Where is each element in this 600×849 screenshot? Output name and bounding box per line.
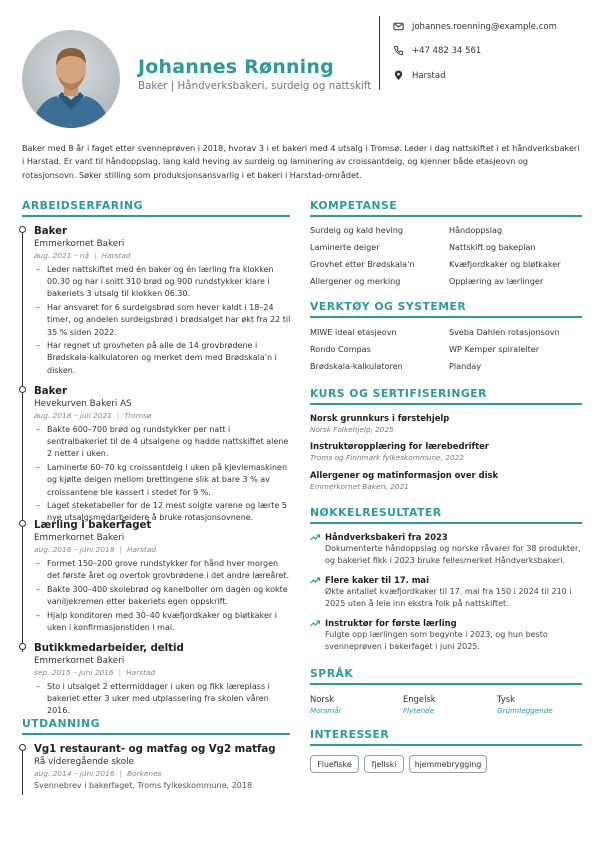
job-location: Harstad bbox=[101, 251, 131, 260]
language-level: Morsmål bbox=[310, 706, 341, 715]
education-timeline bbox=[22, 745, 23, 795]
job-bullet: – Bakte 300–400 skolebrød og kanelboller om dagen og kokte vaniljekremen etter bakeriets egen oppskrift. bbox=[34, 584, 292, 608]
job-meta: aug. 2016 – juni 2018 | Harstad bbox=[34, 545, 157, 554]
experience-entry bbox=[34, 519, 292, 636]
job-title: Lærling i bakerfaget bbox=[34, 520, 152, 531]
tool-item: Rondo Compas bbox=[310, 344, 371, 354]
education-school: Rå videregående skole bbox=[34, 757, 134, 767]
contact-email[interactable] bbox=[412, 22, 557, 32]
location-pin-icon bbox=[393, 70, 404, 81]
skill-item: Nattskift og bakeplan bbox=[449, 242, 536, 252]
job-title: Butikkmedarbeider, deltid bbox=[34, 643, 184, 654]
job-bullet: – Bakte 600–700 brød og rundstykker per natt i sentralbakeriet til de 4 utsalgene og hadde nattskiftet alene 2 netter i uken. bbox=[34, 424, 292, 461]
language-level: Flytende bbox=[403, 706, 435, 715]
location-text: Harstad bbox=[412, 71, 446, 81]
language-name: Norsk bbox=[310, 694, 335, 704]
result-description: Fulgte opp lærlingen som begynte i 2023, og hun besto svenneprøven i bakerfaget i juni 2025. bbox=[325, 630, 548, 651]
result-title-row bbox=[310, 531, 582, 543]
section-title-courses: KURS OG SERTIFISERINGER bbox=[310, 387, 487, 400]
language-name: Engelsk bbox=[403, 694, 436, 704]
job-location: Harstad bbox=[126, 668, 156, 677]
header-divider bbox=[379, 16, 380, 90]
language-name: Tysk bbox=[497, 694, 515, 704]
profile-summary: Baker med 8 år i faget etter svenneprøven i 2018, hvorav 3 i et bakeri med 4 utsalg i Tromsø. Leder i dag nattskiftet i et håndverksbakeri i Harstad. Er vant til håndoppslag, lang kald heving av surdeig og laminering av croissantdeig, og kjenner både etasjeovn og rotasjonsovn. Søker stilling som produksjonsansvarlig i et bakeri i Harstad-området. bbox=[22, 143, 580, 180]
trend-up-icon bbox=[310, 534, 320, 541]
trend-up-icon bbox=[310, 620, 320, 627]
timeline-dot bbox=[19, 744, 26, 751]
result-description: Økte antallet kvæfjordkaker til 17. mai fra 150 i 2024 til 210 i 2025 uten å leie inn ekstra folk på nattskiftet. bbox=[325, 587, 572, 608]
job-meta: aug. 2018 – juli 2021 | Tromsø bbox=[34, 411, 152, 420]
skills-grid bbox=[310, 224, 582, 287]
result-title-row bbox=[310, 617, 582, 629]
trend-up-icon bbox=[310, 577, 320, 584]
section-title-results: NØKKELRESULTATER bbox=[310, 506, 442, 519]
course-name: Instruktøropplæring for lærebedrifter bbox=[310, 441, 489, 451]
result-title: Håndverksbakeri fra 2023 bbox=[325, 532, 448, 542]
section-rule bbox=[310, 215, 582, 217]
tool-item: Planday bbox=[449, 361, 482, 371]
result-title: Flere kaker til 17. mai bbox=[325, 575, 429, 585]
job-bullet: – Sto i utsalget 2 ettermiddager i uken og fikk læreplass i bakeriet etter 3 uker med utplassering fra skolen våren 2016. bbox=[34, 681, 292, 718]
job-period: sep. 2015 – juni 2016 bbox=[34, 668, 114, 677]
course-issuer: Troms og Finnmark fylkeskommune, 2022 bbox=[310, 453, 464, 462]
experience-entry bbox=[34, 225, 292, 378]
email-icon bbox=[393, 21, 404, 32]
tool-item: WP Kemper spiralelter bbox=[449, 344, 540, 354]
timeline-dot bbox=[19, 386, 26, 393]
job-period: aug. 2021 – nå bbox=[34, 251, 90, 260]
experience-timeline bbox=[22, 228, 23, 652]
education-location: Borkenes bbox=[126, 769, 162, 778]
job-company: Emmerkornet Bakeri bbox=[34, 656, 125, 666]
result-entry bbox=[310, 574, 582, 610]
section-title-tools: VERKTØY OG SYSTEMER bbox=[310, 300, 467, 313]
interest-tag: hjemmebrygging bbox=[409, 755, 487, 773]
job-location: Harstad bbox=[126, 545, 157, 554]
course-entry bbox=[310, 412, 582, 435]
section-rule bbox=[310, 522, 582, 524]
job-location: Tromsø bbox=[124, 411, 152, 420]
language-level: Grunnleggende bbox=[497, 706, 553, 715]
course-entry bbox=[310, 469, 582, 492]
job-title: Baker bbox=[34, 386, 68, 397]
section-rule bbox=[310, 403, 582, 405]
language-entry bbox=[310, 693, 341, 717]
job-company: Emmerkornet Bakeri bbox=[34, 533, 125, 543]
job-title: Baker bbox=[34, 226, 68, 237]
skill-item: Laminerte deiger bbox=[310, 242, 380, 252]
job-company: Emmerkornet Bakeri bbox=[34, 239, 125, 249]
interest-tag: fjellski bbox=[364, 755, 404, 773]
section-rule bbox=[310, 316, 582, 318]
job-bullet: – Laget steketabeller for de 12 mest solgte varene og lærte 5 nye utsalgsmedarbeidere å bruke rotasjonsovnene. bbox=[34, 500, 292, 524]
result-description: Dokumenterte håndoppslag og norske råvarer for 38 produkter, og bakeriet fikk i 2023 bruke fellesmerket Håndverksbakeri. bbox=[325, 544, 581, 565]
job-bullet: – Laminerte 60–70 kg croissantdeig i uken på kjevlemaskinen og kjølte deigen mellom brettingene slik at bare 3 % av croissantene ble kassert i stedet for 9 %. bbox=[34, 462, 292, 499]
timeline-dot bbox=[19, 226, 26, 233]
interest-tag: Fluefiske bbox=[310, 755, 359, 773]
experience-entry bbox=[34, 385, 292, 526]
section-title-languages: SPRÅK bbox=[310, 667, 354, 680]
job-bullet: – Hjalp konditoren med 30–40 kvæfjordkaker og bløtkaker i uken i konfirmasjonstiden i mai. bbox=[34, 610, 292, 634]
candidate-name: Johannes Rønning bbox=[138, 56, 334, 78]
section-title-experience: ARBEIDSERFARING bbox=[22, 199, 143, 212]
job-bullets bbox=[34, 558, 292, 634]
job-bullet: – Har ansvaret for 6 surdeigsbrød som hever kaldt i 18–24 timer, og andelen surdeigsbrød i brødsalget har økt fra 22 til 35 % siden 2022. bbox=[34, 302, 292, 339]
section-rule bbox=[22, 733, 290, 735]
contact-phone[interactable] bbox=[412, 46, 481, 56]
course-name: Allergener og matinformasjon over disk bbox=[310, 470, 499, 480]
job-period: aug. 2018 – juli 2021 bbox=[34, 411, 112, 420]
experience-entry bbox=[34, 642, 292, 719]
job-bullet: – Formet 150–200 grove rundstykker for hånd hver morgen det første året og overtok grovbrødene i det andre læreåret. bbox=[34, 558, 292, 582]
result-entry bbox=[310, 531, 582, 567]
result-title: Instruktør for første lærling bbox=[325, 618, 457, 628]
job-bullet: – Har regnet ut grovheten på alle de 14 grovbrødene i Brødskala-kalkulatoren og merket dem med Brødskala'n i disken. bbox=[34, 340, 292, 377]
tool-item: Brødskala-kalkulatoren bbox=[310, 361, 403, 371]
job-meta: sep. 2015 – juni 2016 | Harstad bbox=[34, 668, 156, 677]
tool-item: Sveba Dahlen rotasjonsovn bbox=[449, 327, 560, 337]
course-issuer: Emmerkornet Bakeri, 2021 bbox=[310, 482, 409, 491]
result-entry bbox=[310, 617, 582, 653]
section-rule bbox=[310, 744, 582, 746]
education-meta: aug. 2014 – juni 2016 | Borkenes bbox=[34, 769, 162, 778]
job-meta: aug. 2021 – nå | Harstad bbox=[34, 251, 131, 260]
section-title-interests: INTERESSER bbox=[310, 728, 390, 741]
job-bullet: – Leder nattskiftet med én baker og én lærling fra klokken 00.30 og har i snitt 310 brød og 900 rundstykker klare i bakeriets 3 utsalg til klokken 06.30. bbox=[34, 264, 292, 301]
course-entry bbox=[310, 440, 582, 463]
education-period: aug. 2014 – juni 2016 bbox=[34, 769, 115, 778]
section-title-education: UTDANNING bbox=[22, 717, 100, 730]
job-company: Hevekurven Bakeri AS bbox=[34, 399, 132, 409]
job-bullets bbox=[34, 681, 292, 718]
skill-item: Allergener og merking bbox=[310, 276, 401, 286]
email-text: johannes.roenning@example.com bbox=[412, 22, 557, 32]
result-title-row bbox=[310, 574, 582, 586]
timeline-dot bbox=[19, 643, 26, 650]
education-note: Svennebrev i bakerfaget, Troms fylkeskommune, 2018 bbox=[34, 781, 253, 790]
job-bullets bbox=[34, 424, 292, 525]
education-entry bbox=[34, 743, 296, 792]
tools-grid bbox=[310, 326, 582, 372]
skill-item: Grovhet etter Brødskala'n bbox=[310, 259, 415, 269]
section-rule bbox=[310, 683, 582, 685]
language-entry bbox=[497, 693, 553, 717]
phone-text: +47 482 34 561 bbox=[412, 46, 482, 56]
skill-item: Kvæfjordkaker og bløtkaker bbox=[449, 259, 561, 269]
candidate-headline: Baker | Håndverksbakeri, surdeig og nattskift bbox=[138, 80, 372, 92]
tool-item: MIWE ideal etasjeovn bbox=[310, 327, 397, 337]
language-entry bbox=[403, 693, 436, 717]
job-bullets bbox=[34, 264, 292, 377]
job-period: aug. 2016 – juni 2018 bbox=[34, 545, 115, 554]
skill-item: Håndoppslag bbox=[449, 225, 503, 235]
course-issuer: Norsk Folkehjelp, 2025 bbox=[310, 425, 394, 434]
timeline-dot bbox=[19, 520, 26, 527]
course-name: Norsk grunnkurs i førstehjelp bbox=[310, 413, 450, 423]
section-rule bbox=[22, 215, 290, 217]
phone-icon bbox=[393, 45, 404, 56]
education-title: Vg1 restaurant- og matfag og Vg2 matfag bbox=[34, 744, 276, 755]
contact-location bbox=[412, 71, 445, 81]
section-title-skills: KOMPETANSE bbox=[310, 199, 398, 212]
skill-item: Surdeig og kald heving bbox=[310, 225, 404, 235]
profile-photo bbox=[22, 30, 120, 128]
skill-item: Opplæring av lærlinger bbox=[449, 276, 544, 286]
